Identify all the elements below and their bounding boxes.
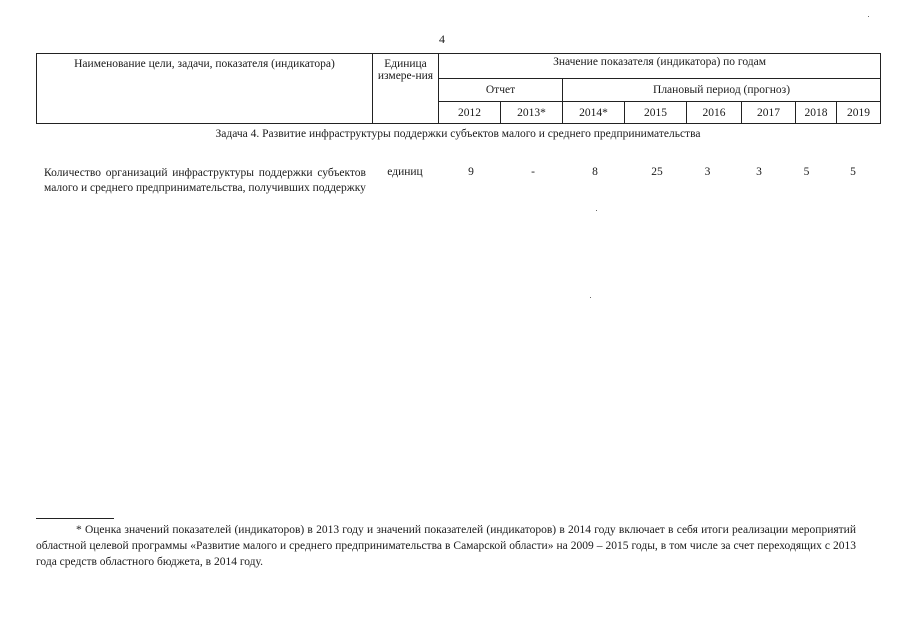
indicator-value-2013: - <box>531 166 535 178</box>
year-header-cell: 2018 <box>796 102 837 124</box>
year-header-cell: 2015 <box>625 102 687 124</box>
indicator-unit: единиц <box>387 166 423 178</box>
indicator-value-2012: 9 <box>468 166 474 178</box>
indicator-table-header <box>36 53 881 124</box>
scan-speck <box>590 297 591 298</box>
year-header-cell: 2019 <box>837 102 881 124</box>
header-values-cell: Значение показателя (индикатора) по годам <box>439 54 881 79</box>
year-header-cell: 2013* <box>501 102 563 124</box>
indicator-value-2015: 25 <box>651 166 663 178</box>
year-header-cell: 2016 <box>687 102 742 124</box>
scan-speck <box>868 16 869 17</box>
indicator-value-2014: 8 <box>592 166 598 178</box>
indicator-value-2018: 5 <box>803 166 810 178</box>
year-header-cell: 2017 <box>742 102 796 124</box>
page-number: 4 <box>439 32 445 46</box>
indicator-value-2016: 3 <box>704 166 711 178</box>
year-header-cell: 2012 <box>439 102 501 124</box>
footnote-separator <box>36 518 114 519</box>
indicator-value-2017: 3 <box>756 166 762 178</box>
indicator-value-2019: 5 <box>850 166 856 178</box>
header-name-cell: Наименование цели, задачи, показателя (индикатора) <box>37 54 373 124</box>
indicator-name: Количество организаций инфраструктуры поддержки субъектов малого и среднего предпринимательства, получивших поддержку <box>44 167 366 194</box>
task-heading: Задача 4. Развитие инфраструктуры поддержки субъектов малого и среднего предпринимательства <box>215 128 701 140</box>
year-header-cell: 2014* <box>563 102 625 124</box>
header-plan-cell: Плановый период (прогноз) <box>563 79 881 102</box>
header-unit-cell: Единица измере-ния <box>373 54 439 124</box>
footnote: * Оценка значений показателей (индикаторов) в 2013 году и значений показателей (индикаторов) в 2014 году включает в себя итоги реализации мероприятий областной целевой программы «Развитие малого и среднего предпринимательства в Самарской области» на 2009 – 2015 годы, в том числе за счет переходящих с 2013 года средств областного бюджета, в 2014 году. <box>36 524 856 568</box>
header-report-cell: Отчет <box>439 79 563 102</box>
scan-speck <box>596 210 597 211</box>
